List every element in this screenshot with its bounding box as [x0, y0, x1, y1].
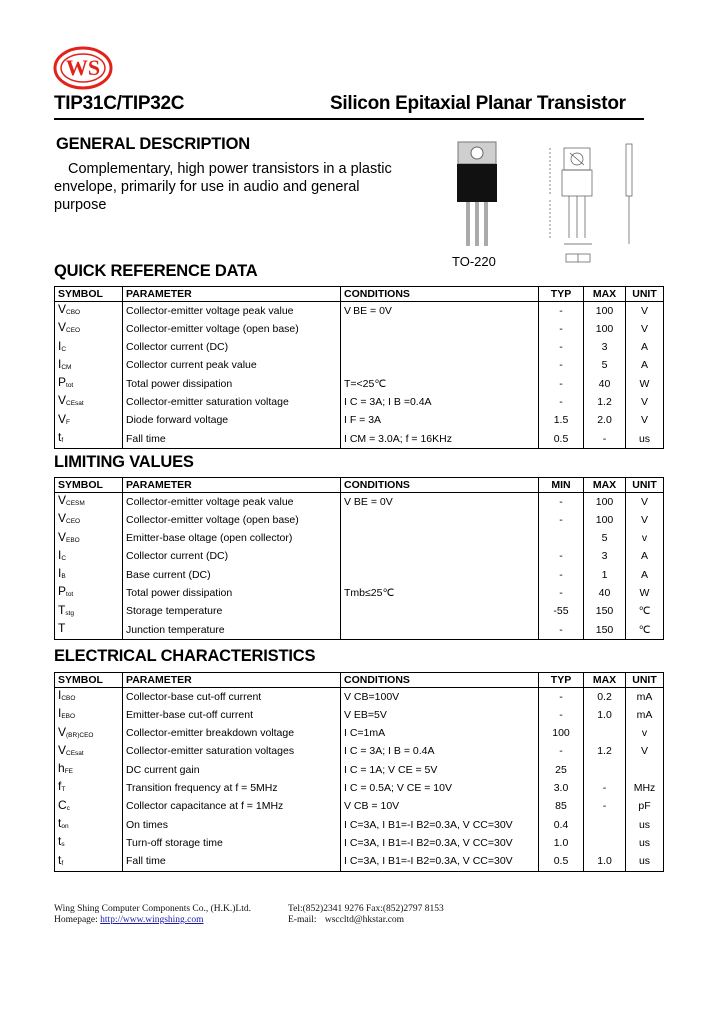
unit-cell: us — [626, 853, 664, 872]
footer-company: Wing Shing Computer Components Co., (H.K.)Ltd. — [54, 904, 251, 914]
symbol-cell: $I_C$ — [55, 548, 123, 566]
parameter-cell: Collector-emitter saturation voltages — [123, 743, 341, 761]
unit-cell: us — [626, 816, 664, 834]
quick-reference-heading: QUICK REFERENCE DATA — [54, 262, 258, 280]
column-header: UNIT — [626, 287, 664, 302]
value-cell: - — [539, 706, 584, 724]
max-cell — [584, 725, 626, 743]
max-cell: 0.2 — [584, 688, 626, 707]
conditions-cell: I C=3A, I B1=-I B2=0.3A, V CC=30V — [341, 834, 539, 852]
max-cell: 40 — [584, 584, 626, 602]
table-row — [55, 339, 664, 357]
parameter-cell: Storage temperature — [123, 603, 341, 621]
unit-cell: V — [626, 393, 664, 411]
table-row — [55, 761, 664, 779]
conditions-cell — [341, 548, 539, 566]
max-cell: 100 — [584, 320, 626, 338]
unit-cell: V — [626, 320, 664, 338]
parameter-cell: Emitter-base cut-off current — [123, 706, 341, 724]
value-cell: - — [539, 743, 584, 761]
symbol-cell: $t_f$ — [55, 430, 123, 449]
table-row — [55, 725, 664, 743]
table-row — [55, 302, 664, 321]
parameter-cell: Emitter-base oltage (open collector) — [123, 530, 341, 548]
logo-text: WS — [65, 55, 101, 80]
conditions-cell: I C = 3A; I B = 0.4A — [341, 743, 539, 761]
symbol-cell: $I_{CM}$ — [55, 357, 123, 375]
symbol-cell: $V_{CEO}$ — [55, 320, 123, 338]
symbol-cell: $I_{CBO}$ — [55, 688, 123, 707]
max-cell: 1.2 — [584, 393, 626, 411]
conditions-cell: V CB = 10V — [341, 798, 539, 816]
value-cell: - — [539, 375, 584, 393]
value-cell: 0.5 — [539, 430, 584, 449]
value-cell: 1.5 — [539, 412, 584, 430]
value-cell: - — [539, 357, 584, 375]
symbol-cell: $t_{on}$ — [55, 816, 123, 834]
value-cell: 1.0 — [539, 834, 584, 852]
unit-cell: A — [626, 357, 664, 375]
table-row — [55, 603, 664, 621]
unit-cell: v — [626, 725, 664, 743]
unit-cell: A — [626, 339, 664, 357]
unit-cell: V — [626, 493, 664, 512]
max-cell: 150 — [584, 621, 626, 640]
symbol-cell: $V_{(BR)CEO}$ — [55, 725, 123, 743]
unit-cell: W — [626, 584, 664, 602]
company-logo — [52, 44, 116, 90]
value-cell: - — [539, 339, 584, 357]
max-cell: 3 — [584, 339, 626, 357]
value-cell: 0.4 — [539, 816, 584, 834]
value-cell: 3.0 — [539, 779, 584, 797]
symbol-cell: $V_{CEsat}$ — [55, 743, 123, 761]
column-header: UNIT — [626, 478, 664, 493]
conditions-cell: V CB=100V — [341, 688, 539, 707]
table-row — [55, 430, 664, 449]
column-header: PARAMETER — [123, 478, 341, 493]
value-cell: - — [539, 584, 584, 602]
max-cell: 1.0 — [584, 853, 626, 872]
parameter-cell: DC current gain — [123, 761, 341, 779]
max-cell: 100 — [584, 511, 626, 529]
electrical-characteristics-table — [54, 672, 664, 872]
max-cell: 5 — [584, 357, 626, 375]
desc-line-2: envelope, primarily for use in audio and general — [54, 179, 360, 195]
parameter-cell: Collector-emitter breakdown voltage — [123, 725, 341, 743]
symbol-cell: $V_{CEsat}$ — [55, 393, 123, 411]
value-cell: - — [539, 320, 584, 338]
value-cell: - — [539, 302, 584, 321]
conditions-cell — [341, 566, 539, 584]
symbol-cell: $T_{stg}$ — [55, 603, 123, 621]
value-cell: - — [539, 493, 584, 512]
table-row — [55, 412, 664, 430]
package-label: TO-220 — [452, 254, 496, 269]
table-row — [55, 743, 664, 761]
symbol-cell: $V_{EBO}$ — [55, 530, 123, 548]
conditions-cell: V BE = 0V — [341, 302, 539, 321]
to220-dimension-drawing — [542, 138, 658, 266]
value-cell: - — [539, 688, 584, 707]
parameter-cell: Junction temperature — [123, 621, 341, 640]
column-header: TYP — [539, 673, 584, 688]
unit-cell: us — [626, 430, 664, 449]
symbol-cell: T — [55, 621, 123, 640]
parameter-cell: Total power dissipation — [123, 584, 341, 602]
unit-cell: mA — [626, 706, 664, 724]
table-row — [55, 393, 664, 411]
value-cell: 0.5 — [539, 853, 584, 872]
column-header: CONDITIONS — [341, 673, 539, 688]
max-cell: 2.0 — [584, 412, 626, 430]
parameter-cell: Collector current (DC) — [123, 548, 341, 566]
parameter-cell: Collector capacitance at f = 1MHz — [123, 798, 341, 816]
quick-reference-table — [54, 286, 664, 449]
table-row — [55, 688, 664, 707]
to220-package-image — [454, 140, 500, 248]
parameter-cell: On times — [123, 816, 341, 834]
homepage-label: Homepage: — [54, 915, 98, 925]
symbol-cell: $V_{CESM}$ — [55, 493, 123, 512]
symbol-cell: $V_F$ — [55, 412, 123, 430]
symbol-cell: $t_s$ — [55, 834, 123, 852]
max-cell — [584, 761, 626, 779]
table-row — [55, 320, 664, 338]
parameter-cell: Total power dissipation — [123, 375, 341, 393]
parameter-cell: Fall time — [123, 853, 341, 872]
unit-cell: ℃ — [626, 621, 664, 640]
column-header: SYMBOL — [55, 478, 123, 493]
column-header: SYMBOL — [55, 673, 123, 688]
conditions-cell: I C=3A, I B1=-I B2=0.3A, V CC=30V — [341, 853, 539, 872]
symbol-cell: $P_{tot}$ — [55, 375, 123, 393]
max-cell: - — [584, 779, 626, 797]
value-cell: - — [539, 511, 584, 529]
product-type: Silicon Epitaxial Planar Transistor — [330, 93, 626, 114]
footer-homepage — [54, 915, 204, 925]
max-cell: 100 — [584, 302, 626, 321]
table-row — [55, 834, 664, 852]
table-row — [55, 566, 664, 584]
homepage-link[interactable]: http://www.wingshing.com — [100, 915, 204, 925]
conditions-cell — [341, 530, 539, 548]
table-row — [55, 798, 664, 816]
max-cell: 150 — [584, 603, 626, 621]
header-rule — [54, 118, 644, 120]
column-header: MAX — [584, 478, 626, 493]
conditions-cell — [341, 357, 539, 375]
table-row — [55, 375, 664, 393]
conditions-cell — [341, 511, 539, 529]
max-cell: 1 — [584, 566, 626, 584]
value-cell: - — [539, 621, 584, 640]
conditions-cell: I C = 0.5A; V CE = 10V — [341, 779, 539, 797]
parameter-cell: Collector-emitter voltage (open base) — [123, 320, 341, 338]
unit-cell: us — [626, 834, 664, 852]
conditions-cell: I C=3A, I B1=-I B2=0.3A, V CC=30V — [341, 816, 539, 834]
unit-cell: MHz — [626, 779, 664, 797]
unit-cell — [626, 761, 664, 779]
symbol-cell: $C_c$ — [55, 798, 123, 816]
unit-cell: ℃ — [626, 603, 664, 621]
conditions-cell: T=<25℃ — [341, 375, 539, 393]
conditions-cell: V EB=5V — [341, 706, 539, 724]
symbol-cell: $f_T$ — [55, 779, 123, 797]
max-cell: 100 — [584, 493, 626, 512]
conditions-cell: I F = 3A — [341, 412, 539, 430]
table-row — [55, 548, 664, 566]
unit-cell: pF — [626, 798, 664, 816]
unit-cell: W — [626, 375, 664, 393]
symbol-cell: $I_B$ — [55, 566, 123, 584]
parameter-cell: Collector-emitter saturation voltage — [123, 393, 341, 411]
desc-line-1: Complementary, high power transistors in a plastic — [68, 161, 392, 177]
electrical-characteristics-heading: ELECTRICAL CHARACTERISTICS — [54, 647, 316, 665]
limiting-values-table — [54, 477, 664, 640]
table-row — [55, 511, 664, 529]
column-header: SYMBOL — [55, 287, 123, 302]
value-cell: -55 — [539, 603, 584, 621]
table-row — [55, 853, 664, 872]
parameter-cell: Collector-emitter voltage (open base) — [123, 511, 341, 529]
table-row — [55, 493, 664, 512]
footer-tel-fax: Tel:(852)2341 9276 Fax:(852)2797 8153 — [288, 904, 444, 914]
unit-cell: V — [626, 412, 664, 430]
max-cell: 40 — [584, 375, 626, 393]
email-link[interactable]: wsccltd@hkstar.com — [324, 915, 405, 925]
value-cell: 100 — [539, 725, 584, 743]
conditions-cell — [341, 603, 539, 621]
parameter-cell: Collector-emitter voltage peak value — [123, 493, 341, 512]
symbol-cell: $V_{CEO}$ — [55, 511, 123, 529]
symbol-cell: $h_{FE}$ — [55, 761, 123, 779]
conditions-cell: I C=1mA — [341, 725, 539, 743]
conditions-cell: I C = 1A; V CE = 5V — [341, 761, 539, 779]
symbol-cell: $V_{CBO}$ — [55, 302, 123, 321]
max-cell: 1.2 — [584, 743, 626, 761]
value-cell: 85 — [539, 798, 584, 816]
desc-line-3: purpose — [54, 197, 107, 213]
max-cell: 5 — [584, 530, 626, 548]
unit-cell: V — [626, 302, 664, 321]
max-cell: 3 — [584, 548, 626, 566]
general-description-heading: GENERAL DESCRIPTION — [56, 135, 250, 153]
conditions-cell: V BE = 0V — [341, 493, 539, 512]
value-cell: - — [539, 393, 584, 411]
value-cell: 25 — [539, 761, 584, 779]
conditions-cell — [341, 339, 539, 357]
unit-cell: mA — [626, 688, 664, 707]
value-cell — [539, 530, 584, 548]
symbol-cell: $I_{EBO}$ — [55, 706, 123, 724]
column-header: PARAMETER — [123, 287, 341, 302]
email-label: E-mail: — [288, 915, 317, 925]
parameter-cell: Collector current (DC) — [123, 339, 341, 357]
part-number: TIP31C/TIP32C — [54, 93, 185, 114]
table-row — [55, 621, 664, 640]
parameter-cell: Fall time — [123, 430, 341, 449]
table-row — [55, 584, 664, 602]
conditions-cell: I C = 3A; I B =0.4A — [341, 393, 539, 411]
parameter-cell: Turn-off storage time — [123, 834, 341, 852]
table-row — [55, 357, 664, 375]
column-header: MAX — [584, 287, 626, 302]
column-header: MIN — [539, 478, 584, 493]
parameter-cell: Collector current peak value — [123, 357, 341, 375]
table-row — [55, 816, 664, 834]
unit-cell: V — [626, 511, 664, 529]
parameter-cell: Diode forward voltage — [123, 412, 341, 430]
unit-cell: V — [626, 743, 664, 761]
parameter-cell: Collector-base cut-off current — [123, 688, 341, 707]
conditions-cell — [341, 621, 539, 640]
parameter-cell: Base current (DC) — [123, 566, 341, 584]
general-description-text — [54, 160, 414, 214]
max-cell — [584, 834, 626, 852]
conditions-cell — [341, 320, 539, 338]
table-row — [55, 706, 664, 724]
max-cell: - — [584, 798, 626, 816]
column-header: CONDITIONS — [341, 478, 539, 493]
footer-email — [288, 915, 404, 925]
max-cell — [584, 816, 626, 834]
value-cell: - — [539, 548, 584, 566]
max-cell: 1.0 — [584, 706, 626, 724]
column-header: PARAMETER — [123, 673, 341, 688]
column-header: CONDITIONS — [341, 287, 539, 302]
conditions-cell: I CM = 3.0A; f = 16KHz — [341, 430, 539, 449]
value-cell: - — [539, 566, 584, 584]
parameter-cell: Transition frequency at f = 5MHz — [123, 779, 341, 797]
column-header: MAX — [584, 673, 626, 688]
column-header: TYP — [539, 287, 584, 302]
column-header: UNIT — [626, 673, 664, 688]
parameter-cell: Collector-emitter voltage peak value — [123, 302, 341, 321]
unit-cell: A — [626, 548, 664, 566]
max-cell: - — [584, 430, 626, 449]
table-row — [55, 530, 664, 548]
symbol-cell: $t_f$ — [55, 853, 123, 872]
limiting-values-heading: LIMITING VALUES — [54, 453, 194, 471]
conditions-cell: Tmb≤25℃ — [341, 584, 539, 602]
symbol-cell: $P_{tot}$ — [55, 584, 123, 602]
unit-cell: A — [626, 566, 664, 584]
table-row — [55, 779, 664, 797]
symbol-cell: $I_C$ — [55, 339, 123, 357]
unit-cell: v — [626, 530, 664, 548]
